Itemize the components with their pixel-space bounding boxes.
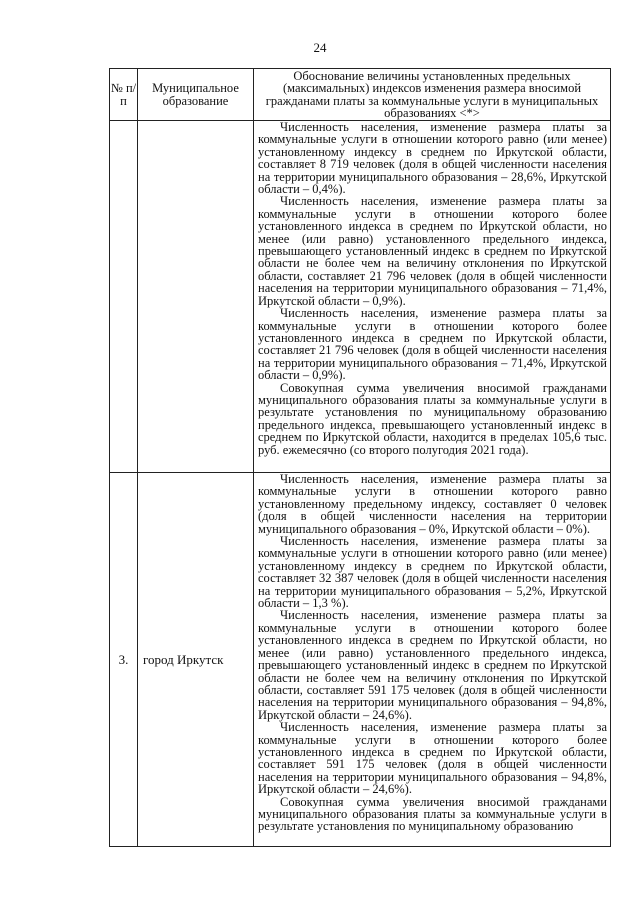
justification-paragraph: Численность населения, изменение размера платы за коммунальные услуги в отношении которого более установленного индекса в среднем по Иркутской области, но менее (или равно) установленного предельного индекса, превышающего установленный индекс в среднем по Иркутской области не более чем на величину отклонения по Иркутской области, составляет 591 175 человек (доля в общей численности населения на территории муниципального образования – 94,8%, Иркутской области – 24,6%). <box>258 608 607 722</box>
justification-paragraph: Численность населения, изменение размера платы за коммунальные услуги в отношении которого равно установленному предельному индексу, составляет 0 человек (доля в общей численности населения на территории муниципального образования – 0%, Иркутской области – 0%). <box>258 472 607 536</box>
row-justification <box>254 121 611 473</box>
header-num: № п/п <box>110 69 138 121</box>
justification-paragraph: Численность населения, изменение размера платы за коммунальные услуги в отношении которого более установленного индекса в среднем по Иркутской области, но менее (или равно) установленного предельного индекса, превышающего установленный индекс в среднем по Иркутской области не более чем на величину отклонения по Иркутской области, составляет 21 796 человек (доля в общей численности населения на территории муниципального образования – 71,4%, Иркутской области – 0,9%). <box>258 194 607 308</box>
page-number: 24 <box>313 40 327 55</box>
justification-paragraph: Численность населения, изменение размера платы за коммунальные услуги в отношении которого более установленного индекса в среднем по Иркутской области, составляет 591 175 человек (доля в общей численности населения на территории муниципального образования – 94,8%, Иркутской области – 24,6%). <box>258 720 607 797</box>
row-number <box>110 121 138 473</box>
row-number: 3. <box>110 473 138 847</box>
justification-paragraph: Совокупная сумма увеличения вносимой гражданами муниципального образования платы за коммунальные услуги в результате установления по муниципальному образованию <box>258 794 607 834</box>
row-municipality: город Иркутск <box>138 473 254 847</box>
table-row <box>110 121 611 473</box>
justification-paragraph: Численность населения, изменение размера платы за коммунальные услуги в отношении которого более установленного индекса в среднем по Иркутской области, составляет 21 796 человек (доля в общей численности населения на территории муниципального образования – 71,4%, Иркутской области – 0,9%). <box>258 306 607 383</box>
row-municipality <box>138 121 254 473</box>
justification-paragraph: Численность населения, изменение размера платы за коммунальные услуги в отношении которого равно (или менее) установленному индексу в среднем по Иркутской области, составляет 8 719 человек (доля в общей численности населения на территории муниципального образования – 28,6%, Иркутской области – 0,4%). <box>258 120 607 197</box>
row-justification <box>254 473 611 847</box>
header-municipality: Муниципальное образование <box>138 69 254 121</box>
justification-paragraph: Совокупная сумма увеличения вносимой гражданами муниципального образования платы за коммунальные услуги в результате установления по муниципальному образованию предельного индекса, превышающего установленный индекс в среднем по Иркутской области, находится в пределах 105,6 тыс. руб. ежемесячно (со второго полугодия 2021 года). <box>258 380 607 457</box>
justification-table <box>109 68 611 847</box>
header-justification: Обоснование величины установленных предельных (максимальных) индексов изменения размера вносимой гражданами платы за коммунальные услуги в муниципальных образованиях <*> <box>254 69 611 121</box>
justification-paragraph: Численность населения, изменение размера платы за коммунальные услуги в отношении которого равно (или менее) установленному индексу в среднем по Иркутской области, составляет 32 387 человек (доля в общей численности населения на территории муниципального образования – 5,2%, Иркутской области – 1,3 %). <box>258 534 607 611</box>
table-row <box>110 473 611 847</box>
table-header-row <box>110 69 611 121</box>
